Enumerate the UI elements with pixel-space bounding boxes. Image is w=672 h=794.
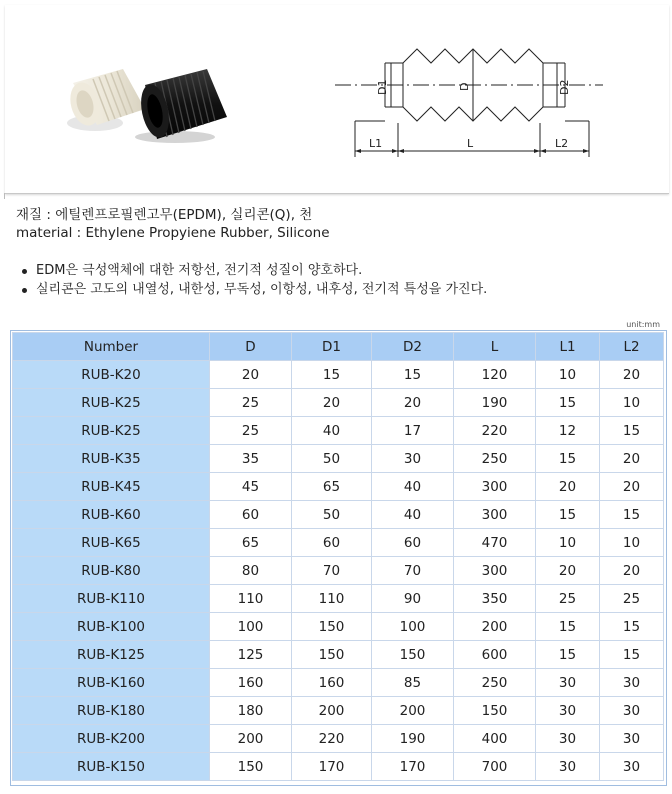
cell-l: 400 — [454, 725, 536, 753]
cell-l1: 30 — [536, 753, 600, 781]
cell-d2: 15 — [372, 361, 454, 389]
material-info — [16, 206, 330, 242]
table-row — [13, 613, 664, 641]
cell-d2: 150 — [372, 641, 454, 669]
header-d1: D1 — [292, 333, 372, 361]
cell-l: 120 — [454, 361, 536, 389]
cell-l: 350 — [454, 585, 536, 613]
cell-d: 110 — [210, 585, 292, 613]
cell-l1: 10 — [536, 361, 600, 389]
header-d2: D2 — [372, 333, 454, 361]
cell-l: 200 — [454, 613, 536, 641]
cell-d1: 220 — [292, 725, 372, 753]
header-number: Number — [13, 333, 210, 361]
cell-l2: 30 — [600, 753, 664, 781]
table-row — [13, 361, 664, 389]
cell-l: 300 — [454, 501, 536, 529]
cell-l2: 15 — [600, 501, 664, 529]
table-row — [13, 697, 664, 725]
cell-l1: 15 — [536, 641, 600, 669]
cell-d1: 15 — [292, 361, 372, 389]
cell-d2: 30 — [372, 445, 454, 473]
spec-table-body — [13, 361, 664, 781]
cell-d2: 90 — [372, 585, 454, 613]
cell-number: RUB-K180 — [13, 697, 210, 725]
spec-table — [12, 332, 664, 781]
cell-l2: 20 — [600, 473, 664, 501]
cell-l2: 20 — [600, 557, 664, 585]
cell-l2: 15 — [600, 641, 664, 669]
cell-d2: 190 — [372, 725, 454, 753]
cell-number: RUB-K45 — [13, 473, 210, 501]
cell-l1: 15 — [536, 613, 600, 641]
cell-d2: 170 — [372, 753, 454, 781]
cell-l2: 15 — [600, 613, 664, 641]
cell-l1: 30 — [536, 669, 600, 697]
cell-number: RUB-K160 — [13, 669, 210, 697]
cell-d1: 40 — [292, 417, 372, 445]
cell-l1: 15 — [536, 445, 600, 473]
cell-d: 65 — [210, 529, 292, 557]
table-row — [13, 641, 664, 669]
cell-d2: 40 — [372, 501, 454, 529]
cell-d1: 150 — [292, 641, 372, 669]
cell-l: 220 — [454, 417, 536, 445]
cell-d1: 50 — [292, 501, 372, 529]
cell-number: RUB-K20 — [13, 361, 210, 389]
cell-d: 60 — [210, 501, 292, 529]
dim-label-d2: D2 — [558, 79, 571, 95]
cell-l2: 25 — [600, 585, 664, 613]
product-illustration — [5, 5, 669, 193]
dim-label-l: L — [467, 137, 474, 150]
table-row — [13, 529, 664, 557]
cell-d1: 70 — [292, 557, 372, 585]
cell-number: RUB-K35 — [13, 445, 210, 473]
cell-d2: 17 — [372, 417, 454, 445]
cell-l2: 30 — [600, 669, 664, 697]
table-row — [13, 557, 664, 585]
cell-l2: 10 — [600, 389, 664, 417]
cell-d: 100 — [210, 613, 292, 641]
cell-number: RUB-K110 — [13, 585, 210, 613]
cell-d: 25 — [210, 389, 292, 417]
header-d: D — [210, 333, 292, 361]
cell-l1: 20 — [536, 473, 600, 501]
cell-l1: 20 — [536, 557, 600, 585]
cell-number: RUB-K25 — [13, 389, 210, 417]
cell-number: RUB-K60 — [13, 501, 210, 529]
cell-number: RUB-K150 — [13, 753, 210, 781]
cell-d: 25 — [210, 417, 292, 445]
table-row — [13, 753, 664, 781]
note-item: EDM은 극성액체에 대한 저항선, 전기적 성질이 양호하다. — [36, 261, 487, 280]
cell-l2: 30 — [600, 697, 664, 725]
table-row — [13, 585, 664, 613]
dim-label-l1: L1 — [369, 137, 383, 150]
cell-l2: 30 — [600, 725, 664, 753]
black-epdm-bellows — [135, 69, 227, 143]
cell-l: 300 — [454, 473, 536, 501]
table-row — [13, 725, 664, 753]
cell-d: 150 — [210, 753, 292, 781]
cell-d2: 200 — [372, 697, 454, 725]
cell-number: RUB-K100 — [13, 613, 210, 641]
cell-d2: 70 — [372, 557, 454, 585]
cell-number: RUB-K65 — [13, 529, 210, 557]
cell-l1: 10 — [536, 529, 600, 557]
cell-d1: 50 — [292, 445, 372, 473]
header-l2: L2 — [600, 333, 664, 361]
cell-d: 200 — [210, 725, 292, 753]
table-row — [13, 669, 664, 697]
cell-d2: 85 — [372, 669, 454, 697]
cell-l: 300 — [454, 557, 536, 585]
feature-notes — [36, 261, 487, 299]
cell-d2: 40 — [372, 473, 454, 501]
cell-l1: 25 — [536, 585, 600, 613]
table-row — [13, 417, 664, 445]
cell-number: RUB-K200 — [13, 725, 210, 753]
cell-l: 190 — [454, 389, 536, 417]
cell-number: RUB-K25 — [13, 417, 210, 445]
header-l1: L1 — [536, 333, 600, 361]
cell-d1: 200 — [292, 697, 372, 725]
table-row — [13, 389, 664, 417]
cell-d1: 60 — [292, 529, 372, 557]
dim-label-d1: D1 — [376, 79, 389, 95]
cell-l1: 15 — [536, 389, 600, 417]
cell-number: RUB-K80 — [13, 557, 210, 585]
white-silicone-bellows — [66, 69, 145, 131]
cell-d1: 20 — [292, 389, 372, 417]
table-row — [13, 501, 664, 529]
cell-l: 250 — [454, 669, 536, 697]
cell-d1: 160 — [292, 669, 372, 697]
cell-d2: 20 — [372, 389, 454, 417]
cell-l: 600 — [454, 641, 536, 669]
material-english: material : Ethylene Propyiene Rubber, Silicone — [16, 225, 330, 241]
cell-l2: 20 — [600, 361, 664, 389]
cell-l: 250 — [454, 445, 536, 473]
table-row — [13, 445, 664, 473]
cell-d2: 100 — [372, 613, 454, 641]
cell-l: 150 — [454, 697, 536, 725]
cell-d: 20 — [210, 361, 292, 389]
cell-number: RUB-K125 — [13, 641, 210, 669]
material-korean: 재질 : 에틸렌프로필렌고무(EPDM), 실리콘(Q), 천 — [16, 207, 313, 223]
cell-d: 160 — [210, 669, 292, 697]
dim-label-d: D — [458, 82, 471, 91]
dim-label-l2: L2 — [555, 137, 569, 150]
hero-corner-mark — [4, 193, 11, 199]
cell-d1: 170 — [292, 753, 372, 781]
cell-l1: 15 — [536, 501, 600, 529]
cell-l2: 10 — [600, 529, 664, 557]
cell-l1: 30 — [536, 725, 600, 753]
table-row — [13, 473, 664, 501]
table-header-row — [13, 333, 664, 361]
header-l: L — [454, 333, 536, 361]
cell-d: 80 — [210, 557, 292, 585]
product-hero-panel — [5, 5, 669, 194]
cell-l2: 20 — [600, 445, 664, 473]
cell-d: 35 — [210, 445, 292, 473]
cell-l: 700 — [454, 753, 536, 781]
cell-l2: 15 — [600, 417, 664, 445]
cell-d1: 150 — [292, 613, 372, 641]
note-item: 실리콘은 고도의 내열성, 내한성, 무독성, 이항성, 내후성, 전기적 특성을 가진다. — [36, 282, 488, 297]
cell-d2: 60 — [372, 529, 454, 557]
cell-d1: 65 — [292, 473, 372, 501]
cell-d: 125 — [210, 641, 292, 669]
cell-d1: 110 — [292, 585, 372, 613]
cell-l: 470 — [454, 529, 536, 557]
cell-d: 45 — [210, 473, 292, 501]
unit-label: unit:mm — [626, 320, 660, 329]
cell-l1: 12 — [536, 417, 600, 445]
cell-d: 180 — [210, 697, 292, 725]
cell-l1: 30 — [536, 697, 600, 725]
